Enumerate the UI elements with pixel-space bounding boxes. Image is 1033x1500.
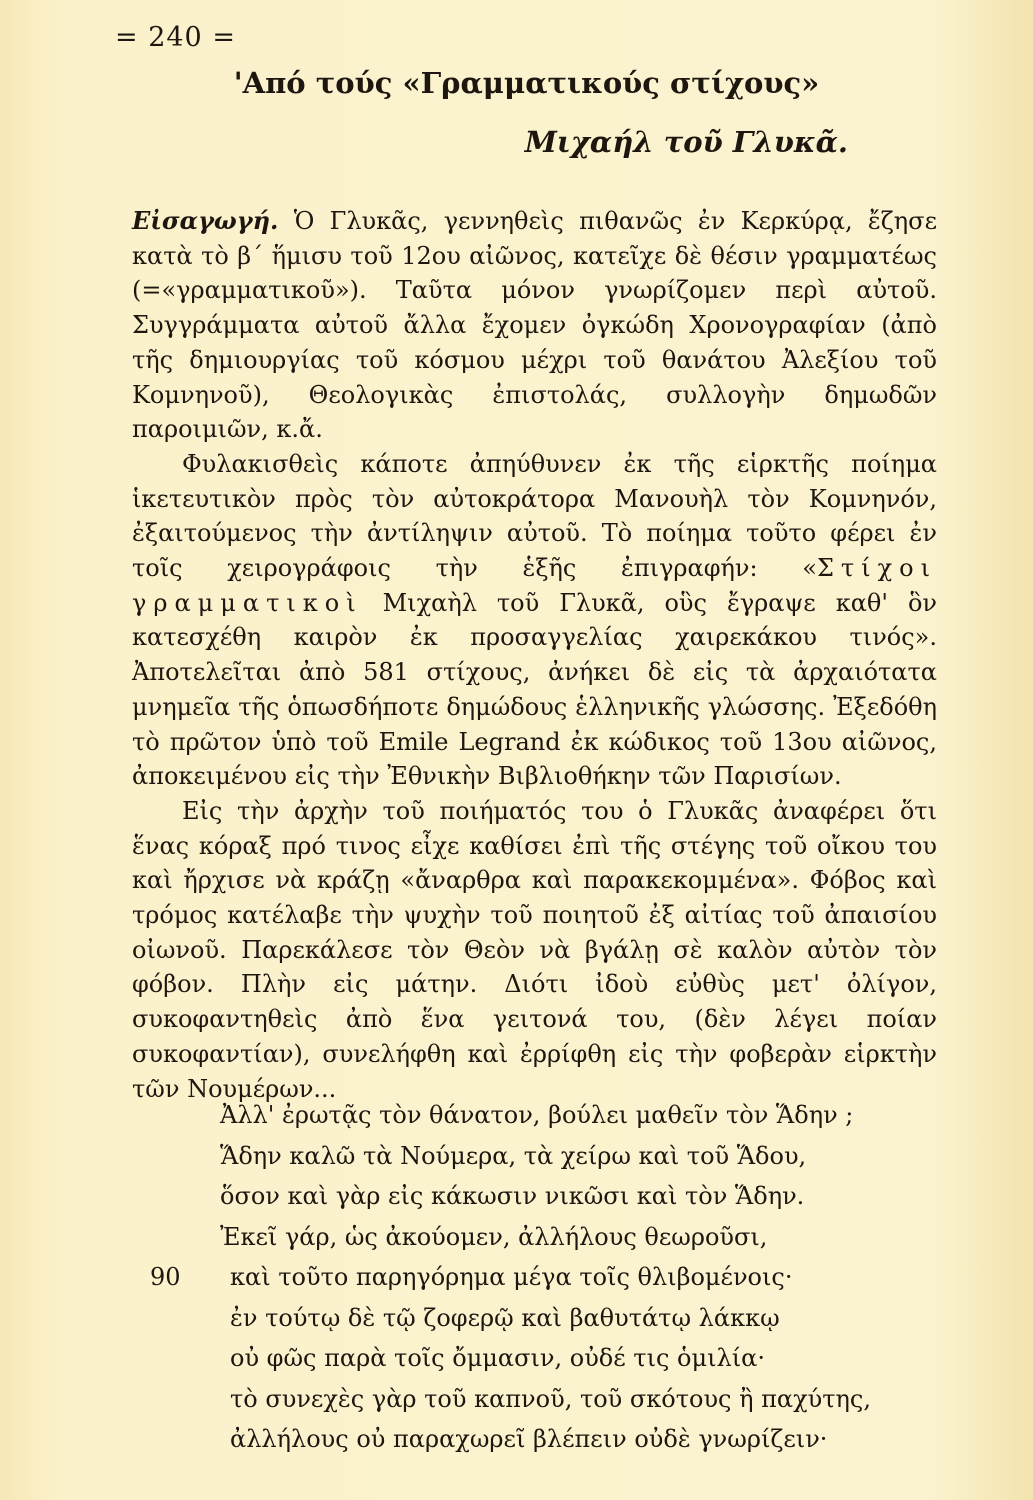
verse-text: Ἅδην καλῶ τὰ Νούμερα, τὰ χείρω καὶ τοῦ Ἅδου, [220,1141,807,1170]
paragraph-1-text: Ὁ Γλυκᾶς, γεννηθεὶς πιθανῶς ἐν Κερκύρᾳ, ἔζησε κατὰ τὸ β΄ ἥμισυ τοῦ 12ου αἰῶνος, κατεῖχε δὲ θέσιν γραμματέως (=«γραμματικοῦ»). Ταῦτα μόνον γνωρίζομεν περὶ αὐτοῦ. Συγγράμματα αὐτοῦ ἄλλα ἔχομεν ὀγκώδη Χρονογραφίαν (ἀπὸ τῆς δημιουργίας τοῦ κόσμου μέχρι τοῦ θανάτου Ἀλεξίου τοῦ Κομνηνοῦ), Θεολογικὰς ἐπιστολάς, συλλογὴν δημωδῶν παροιμιῶν, κ.ἄ. [132,207,937,444]
paragraph-3: Εἰς τὴν ἀρχὴν τοῦ ποιήματός του ὁ Γλυκᾶς ἀναφέρει ὅτι ἕνας κόραξ πρό τινος εἶχε καθίσει ἐπὶ τῆς στέγης τοῦ οἴκου του καὶ ἤρχισε νὰ κράζῃ «ἄναρθρα καὶ παρακεκομμένα». Φόβος καὶ τρόμος κατέλαβε τὴν ψυχὴν τοῦ ποιητοῦ ἐξ αἰτίας τοῦ ἀπαισίου οἰωνοῦ. Παρεκάλεσε τὸν Θεὸν νὰ βγάλῃ σὲ καλὸν αὐτὸν τὸν φόβον. Πλὴν εἰς μάτην. Διότι ἰδοὺ εὐθὺς μετ' ὀλίγον, συκοφαντηθεὶς ἀπὸ ἕνα γειτονά του, (δὲν λέγει ποίαν συκοφαντίαν), συνελήφθη καὶ ἐρρίφθη εἰς τὴν φοβερὰν εἱρκτὴν τῶν Νουμέρων... [132,796,937,1103]
paragraph-2-text-b: Μιχαὴλ τοῦ Γλυκᾶ, οὓς ἔγραψε καθ' ὃν κατεσχέθη καιρὸν ἐκ προσαγγελίας χαιρεκάκου τινός». Ἀποτελεῖται ἀπὸ 581 στίχους, ἀνήκει δὲ εἰς τὰ ἀρχαιότατα μνημεῖα τῆς ὁπωσδήποτε δημώδους ἑλληνικῆς γλώσσης. Ἐξεδόθη τὸ πρῶτον ὑπὸ τοῦ Emile Legrand ἐκ κώδικος τοῦ 13ου αἰῶνος, ἀποκειμένου εἰς τὴν Ἐθνικὴν Βιβλιοθήκην τῶν Παρισίων. [132,588,937,791]
verse-line [150,1338,910,1379]
paragraph-1 [132,204,937,447]
verse-line [150,1379,910,1420]
introduction-text [132,204,937,1106]
manuscript-title-spaced: Στίχοι γραμματικοὶ [132,554,937,617]
verse-line [150,1419,910,1460]
paragraph-2-text-a: Φυλακισθεὶς κάποτε ἀπηύθυνεν ἐκ τῆς εἱρκτῆς ποίημα ἱκετευτικὸν πρὸς τὸν αὐτοκράτορα Μανουὴλ τὸν Κομνηνόν, ἐξαιτούμενος τὴν ἀντίληψιν αὐτοῦ. Τὸ ποίημα τοῦτο φέρει ἐν τοῖς χειρογράφοις τὴν ἑξῆς ἐπιγραφήν: « [132,449,937,583]
verse-line [150,1136,910,1177]
verse-line [150,1176,910,1217]
line-number: 90 [150,1263,181,1291]
author-line: Μιχαήλ τοῦ Γλυκᾶ. [524,125,848,159]
verse-line [150,1257,910,1298]
verse-text: καὶ τοῦτο παρηγόρημα μέγα τοῖς θλιβομένοις· [230,1263,793,1291]
verse-line [150,1298,910,1339]
intro-heading: Εἰσαγωγή. [132,206,279,235]
verse-block [150,1095,910,1460]
verse-text: Ἐκεῖ γάρ, ὡς ἀκούομεν, ἀλλήλους θεωροῦσι, [220,1222,768,1251]
verse-line [150,1095,910,1136]
page-number: = 240 = [115,22,236,53]
verse-text: ὅσον καὶ γὰρ εἰς κάκωσιν νικῶσι καὶ τὸν Ἅδην. [220,1182,805,1210]
verse-text: Ἀλλ' ἐρωτᾷς τὸν θάνατον, βούλει μαθεῖν τὸν Ἅδην ; [220,1101,854,1129]
verse-text: οὐ φῶς παρὰ τοῖς ὄμμασιν, οὐδέ τις ὁμιλία· [230,1344,765,1372]
paragraph-2 [132,447,937,794]
verse-text: ἀλλήλους οὐ παραχωρεῖ βλέπειν οὐδὲ γνωρίζειν· [230,1425,828,1453]
chapter-title: 'Από τούς «Γραμματικούς στίχους» [233,66,820,100]
verse-text: τὸ συνεχὲς γὰρ τοῦ καπνοῦ, τοῦ σκότους ἢ παχύτης, [230,1384,871,1413]
verse-text: ἐν τούτῳ δὲ τῷ ζοφερῷ καὶ βαθυτάτῳ λάκκῳ [230,1303,780,1332]
verse-line [150,1217,910,1258]
